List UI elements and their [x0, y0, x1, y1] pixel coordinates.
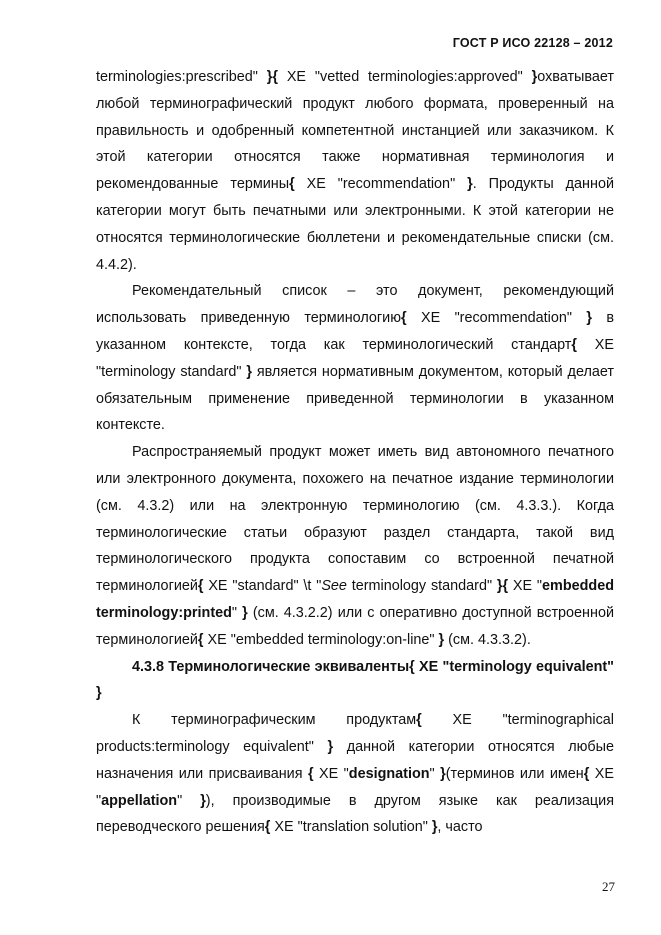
text-run: }: [531, 69, 538, 85]
text-run: {: [197, 631, 204, 648]
text-run: }: [431, 819, 438, 836]
text-run: }: [438, 631, 445, 648]
text-run: {: [264, 819, 271, 836]
paragraph: [96, 439, 614, 653]
text-run: }: [327, 738, 334, 755]
text-run: terminology standard": [346, 578, 497, 595]
text-run: }{: [496, 578, 509, 595]
text-run: }: [440, 765, 446, 782]
text-run: }: [200, 792, 206, 809]
text-run: {: [197, 578, 204, 595]
text-run: }: [246, 363, 252, 380]
text-run: XE "standard" \t ": [203, 578, 322, 595]
text-run: embedded terminology:printed: [96, 578, 614, 621]
paragraph: [96, 278, 614, 439]
text-run: ), производимые в другом языке как реализация переводческого решения: [96, 792, 614, 836]
text-run: {: [583, 765, 590, 782]
text-run: {: [401, 310, 407, 327]
text-run: XE ": [508, 578, 543, 595]
text-run: }: [467, 176, 473, 193]
text-run: (см. 4.3.3.2).: [444, 631, 531, 648]
text-run: {: [289, 176, 295, 193]
text-run: }: [242, 604, 248, 621]
text-run: XE "recommendation": [294, 176, 468, 193]
section-heading: [96, 654, 614, 708]
running-header: ГОСТ Р ИСО 22128 – 2012: [452, 36, 613, 50]
text-run: (терминов или имен: [445, 765, 584, 782]
text-run: }: [586, 310, 592, 327]
text-run: ": [177, 792, 201, 809]
text-run: Распространяемый продукт может иметь вид автономного печатного или электронного документа, похожего на печатное издание терминологии (см. 4.3.2) или на электронную терминологию (см. 4.3.3.). Когда терминологические статьи образуют раздел стандарта, такой вид терминологического продукта сопоставим со встроенной печатной терминологией: [96, 444, 614, 595]
text-run: XE "translation solution": [270, 819, 432, 836]
text-run: ": [429, 765, 441, 782]
text-run: XE "terminology standard": [96, 336, 614, 380]
text-run: (см. 4.3.2.2) или с оперативно доступной встроенной терминологией: [96, 604, 614, 648]
text-run: , часто: [437, 819, 483, 836]
text-run: XE "recommendation": [406, 310, 587, 327]
paragraph: [96, 64, 614, 278]
text-run: terminologies:prescribed": [96, 69, 267, 85]
text-run: {: [307, 765, 314, 782]
text-run: {: [416, 712, 422, 729]
text-run: в указанном контексте, тогда как терминологический стандарт: [96, 310, 614, 353]
text-run: See: [321, 578, 347, 595]
text-run: К терминографическим продуктам: [132, 712, 417, 729]
text-run: ": [231, 604, 243, 621]
text-run: данной категории относятся любые назначения или присваивания: [96, 738, 614, 782]
text-run: designation: [348, 765, 430, 782]
text-run: {: [571, 336, 578, 353]
text-run: }{: [266, 69, 278, 85]
text-run: XE "embedded terminology:on-line": [203, 631, 439, 648]
page-number: 27: [602, 879, 615, 894]
text-run: является нормативным документом, который делает обязательным применение приведенной терминологии в указанном контексте.: [96, 363, 614, 434]
text-run: XE "vetted terminologies:approved": [277, 69, 532, 85]
text-run: 4.3.8 Терминологические эквиваленты{ XE "terminology equivalent" }: [96, 658, 614, 702]
text-run: appellation: [101, 792, 178, 809]
text-run: XE "terminographical products:terminology equivalent": [96, 712, 614, 755]
text-run: XE ": [96, 765, 614, 809]
text-run: охватывает любой терминографический продукт любого формата, проверенный на правильность и одобренный компетентной инстанцией или заказчиком. К этой категории относятся также нормативная терминология и рекомендованные термины: [96, 69, 614, 193]
text-run: . Продукты данной категории могут быть печатными или электронными. К этой категории не относятся терминологические бюллетени и рекомендательные списки (см. 4.4.2).: [96, 176, 614, 273]
document-body: [96, 64, 614, 841]
text-run: Рекомендательный список – это документ, рекомендующий использовать приведенную терминологию: [96, 283, 614, 327]
paragraph: [96, 707, 614, 841]
text-run: XE ": [313, 765, 349, 782]
